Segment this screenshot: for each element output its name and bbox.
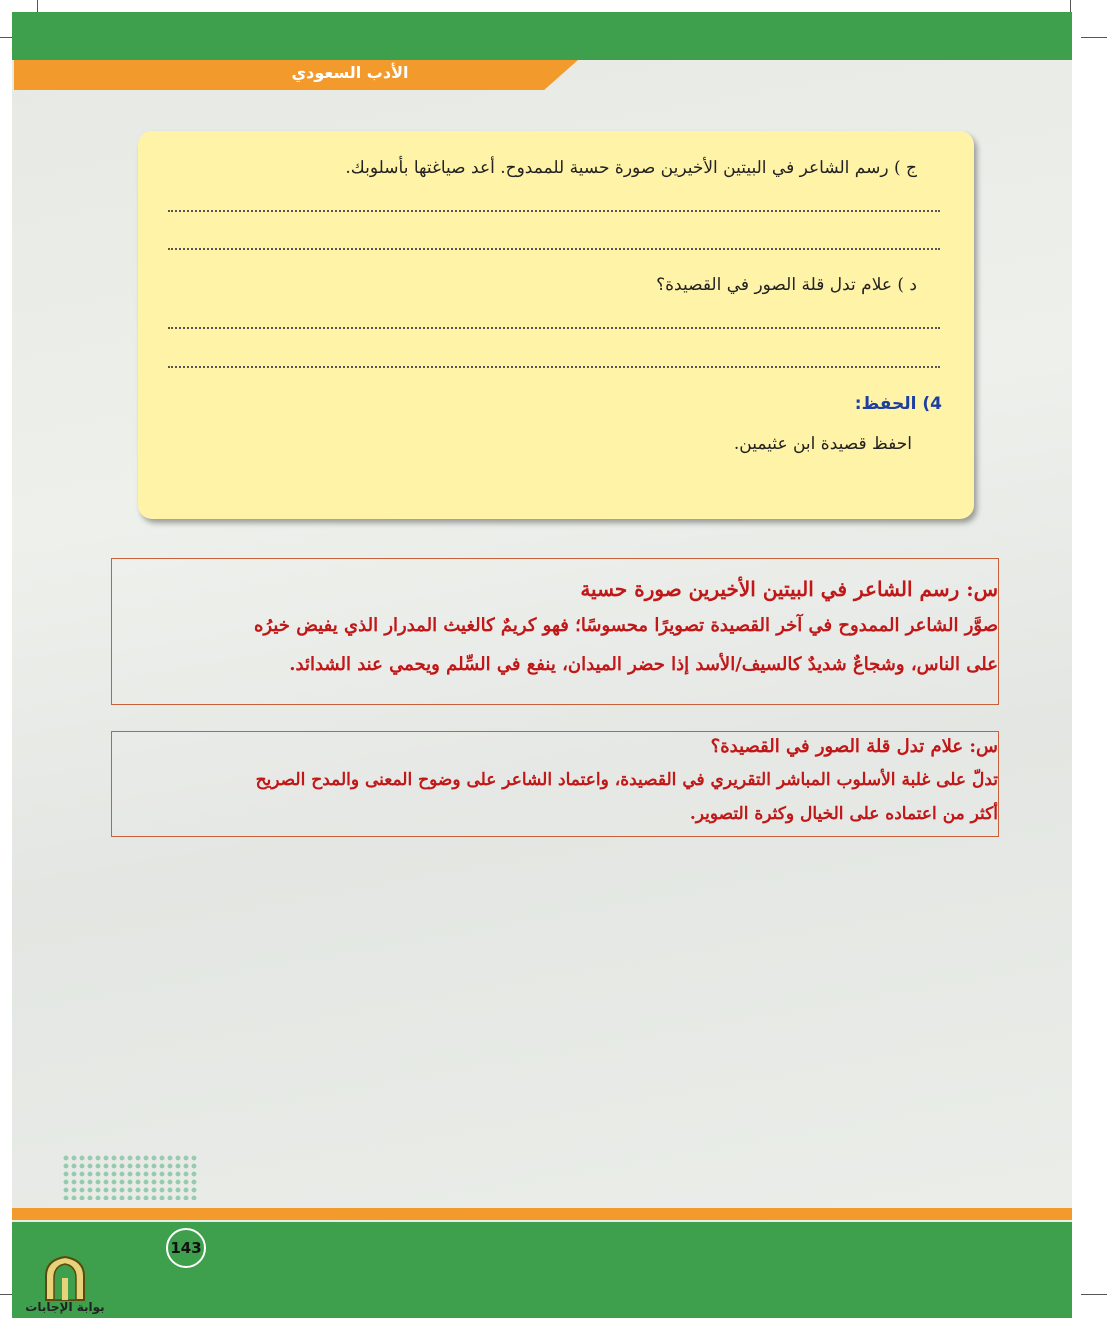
crop-mark — [1081, 1294, 1107, 1295]
header-green-band — [12, 12, 1072, 60]
ministry-dots-logo — [62, 1154, 198, 1200]
answer-2-question: س: علام تدل قلة الصور في القصيدة؟ — [710, 736, 998, 757]
portal-name: بوابة الإجابات — [25, 1300, 105, 1314]
answer-1-question: س: رسم الشاعر في البيتين الأخيرين صورة حسية — [580, 577, 998, 601]
crop-mark — [1081, 37, 1107, 38]
memorization-title: 4) الحفظ: — [854, 394, 942, 414]
question-d: د ) علام تدل قلة الصور في القصيدة؟ — [656, 275, 917, 295]
exercise-box — [138, 131, 974, 519]
section-title: الأدب السعودي — [291, 63, 409, 82]
answer-line — [168, 210, 940, 212]
answer-box-2 — [111, 731, 999, 837]
answer-line — [168, 327, 940, 329]
answer-1-line-3: على الناس، وشجاعٌ شديدٌ كالسيف/الأسد إذا حضر الميدان، ينفع في السِّلم ويحمي عند الشدائد. — [289, 654, 998, 675]
question-c: ج ) رسم الشاعر في البيتين الأخيرين صورة حسية للممدوح. أعد صياغتها بأسلوبك. — [345, 158, 917, 178]
footer-orange-band — [12, 1208, 1072, 1220]
page-number: 143 — [166, 1228, 206, 1268]
answer-1-line-2: صوَّر الشاعر الممدوح في آخر القصيدة تصويرًا محسوسًا؛ فهو كريمٌ كالغيث المدرار الذي يفيض خيرُه — [254, 615, 998, 636]
answer-line — [168, 366, 940, 368]
memorization-text: احفظ قصيدة ابن عثيمين. — [733, 434, 912, 454]
answer-2-line-2: تدلّ على غلبة الأسلوب المباشر التقريري في القصيدة، واعتماد الشاعر على وضوح المعنى والمدح الصريح — [255, 770, 998, 790]
answer-2-line-3: أكثر من اعتماده على الخيال وكثرة التصوير. — [689, 804, 998, 824]
answer-box-1 — [111, 558, 999, 705]
portal-logo-icon — [40, 1254, 90, 1302]
answer-line — [168, 248, 940, 250]
